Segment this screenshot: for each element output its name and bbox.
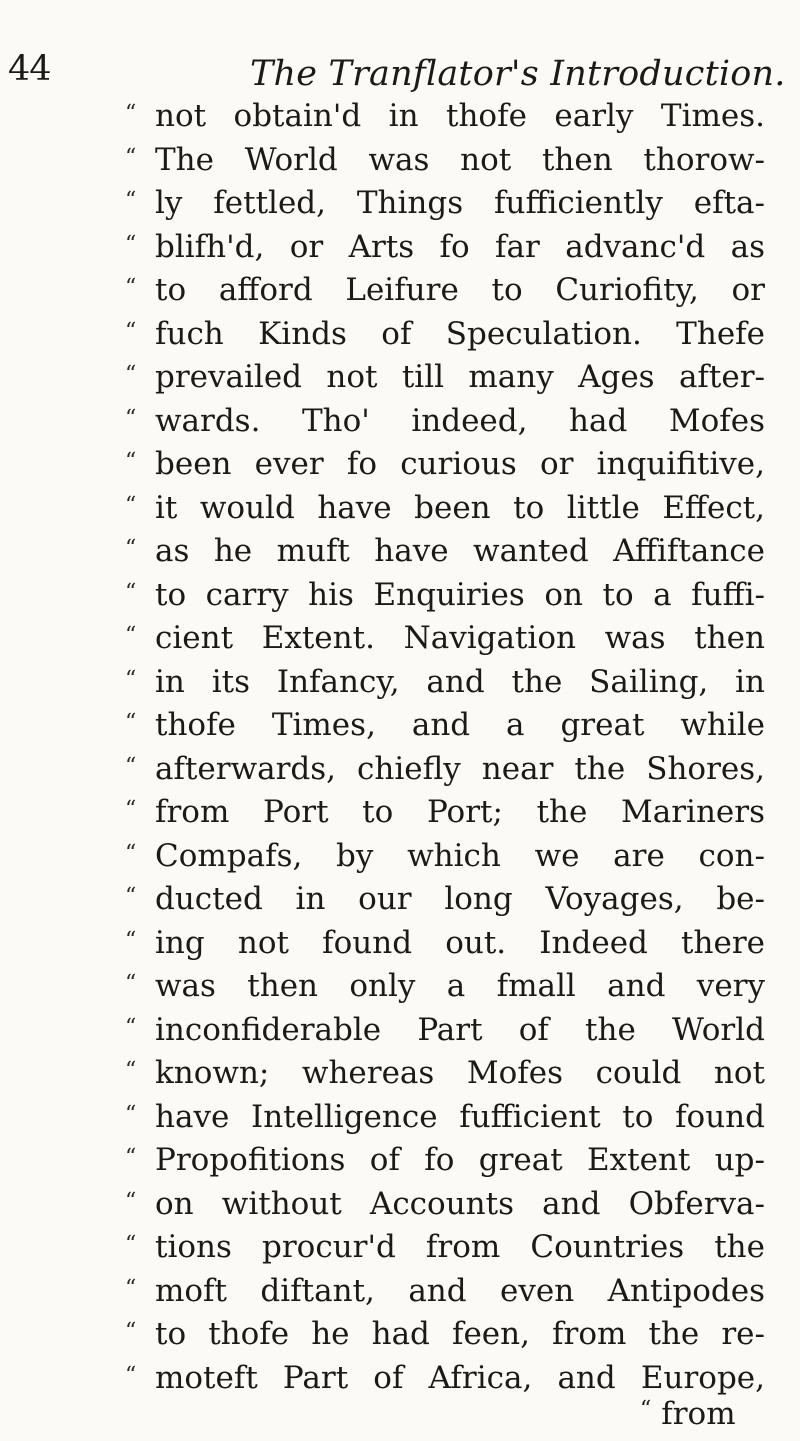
text-line (125, 356, 765, 400)
quote-mark: “ (125, 753, 137, 779)
quote-mark: “ (125, 623, 137, 648)
quote-mark: “ (125, 1188, 137, 1214)
line-text: in its Infancy, and the Sailing, in (155, 663, 765, 700)
line-text: as he muft have wanted Affiftance (155, 533, 765, 569)
quote-mark: “ (125, 536, 137, 561)
quote-mark: “ (125, 1101, 137, 1127)
text-line (125, 313, 765, 357)
text-line (125, 1313, 765, 1357)
line-text: moteft Part of Africa, and Europe, (155, 1359, 765, 1396)
catchword (640, 1396, 736, 1432)
text-line (125, 835, 765, 879)
line-text: inconfiderable Part of the World (155, 1011, 765, 1048)
quote-mark: “ (125, 666, 137, 692)
quote-mark: “ (125, 144, 137, 170)
text-line (125, 1139, 765, 1183)
line-text: prevailed not till many Ages after- (155, 359, 765, 395)
quote-mark: “ (125, 884, 137, 909)
text-line (125, 1096, 765, 1140)
quote-mark: “ (125, 449, 137, 474)
quote-mark: “ (125, 318, 137, 344)
text-line (125, 443, 765, 487)
body-text (125, 95, 765, 1400)
quote-mark: “ (125, 927, 137, 953)
text-line (125, 704, 765, 748)
line-text: afterwards, chiefly near the Shores, (155, 750, 765, 787)
text-line (125, 574, 765, 618)
text-line (125, 1183, 765, 1227)
line-text: to thofe he had feen, from the re- (155, 1316, 765, 1352)
line-text: The World was not then thorow- (155, 141, 765, 178)
text-line (125, 661, 765, 705)
line-text: was then only a fmall and very (155, 968, 765, 1004)
text-line (125, 182, 765, 226)
quote-mark: “ (640, 1397, 652, 1422)
quote-mark: “ (125, 710, 137, 735)
text-line (125, 530, 765, 574)
text-line (125, 791, 765, 835)
page-number: 44 (8, 49, 51, 89)
line-text: on without Accounts and Obferva- (155, 1185, 765, 1222)
quote-mark: “ (125, 405, 137, 431)
quote-mark: “ (125, 101, 137, 126)
line-text: it would have been to little Effect, (155, 489, 765, 526)
quote-mark: “ (125, 1319, 137, 1344)
quote-mark: “ (125, 231, 137, 257)
text-line (125, 748, 765, 792)
text-line (125, 1357, 765, 1401)
text-line (125, 922, 765, 966)
line-text: Propofitions of fo great Extent up- (155, 1142, 765, 1178)
running-head: The Tranflator's Introduction. (250, 54, 786, 94)
quote-mark: “ (125, 492, 137, 518)
quote-mark: “ (125, 1058, 137, 1083)
text-line (125, 1226, 765, 1270)
text-line (125, 400, 765, 444)
line-text: to carry his Enquiries on to a fuffi- (155, 576, 765, 613)
quote-mark: “ (125, 1014, 137, 1040)
line-text: blifh'd, or Arts fo far advanc'd as (155, 228, 765, 265)
text-line (125, 1270, 765, 1314)
text-line (125, 1009, 765, 1053)
quote-mark: “ (125, 1362, 137, 1388)
text-line (125, 878, 765, 922)
line-text: to afford Leifure to Curiofity, or (155, 272, 765, 308)
line-text: cient Extent. Navigation was then (155, 620, 765, 656)
quote-mark: “ (125, 840, 137, 866)
catchword-text: from (661, 1396, 736, 1432)
line-text: known; whereas Mofes could not (155, 1055, 765, 1091)
quote-mark: “ (125, 1275, 137, 1301)
line-text: tions procur'd from Countries the (155, 1229, 765, 1265)
line-text: not obtain'd in thofe early Times. (155, 98, 765, 134)
line-text: been ever fo curious or inquifitive, (155, 446, 765, 482)
text-line (125, 95, 765, 139)
line-text: have Intelligence fufficient to found (155, 1098, 765, 1135)
quote-mark: “ (125, 1232, 137, 1257)
quote-mark: “ (125, 188, 137, 213)
text-line (125, 139, 765, 183)
line-text: ly fettled, Things fufficiently efta- (155, 185, 765, 221)
text-line (125, 1052, 765, 1096)
line-text: wards. Tho' indeed, had Mofes (155, 402, 765, 439)
line-text: moft diftant, and even Antipodes (155, 1272, 765, 1309)
text-line (125, 965, 765, 1009)
text-line (125, 226, 765, 270)
line-text: fuch Kinds of Speculation. Thefe (155, 315, 765, 352)
line-text: Compafs, by which we are con- (155, 837, 765, 874)
quote-mark: “ (125, 579, 137, 605)
quote-mark: “ (125, 1145, 137, 1170)
quote-mark: “ (125, 971, 137, 996)
quote-mark: “ (125, 362, 137, 387)
quote-mark: “ (125, 797, 137, 822)
line-text: from Port to Port; the Mariners (155, 794, 765, 830)
text-line (125, 487, 765, 531)
text-line (125, 617, 765, 661)
line-text: ing not found out. Indeed there (155, 924, 765, 961)
line-text: thofe Times, and a great while (155, 707, 765, 743)
line-text: ducted in our long Voyages, be- (155, 881, 765, 917)
text-line (125, 269, 765, 313)
quote-mark: “ (125, 275, 137, 300)
